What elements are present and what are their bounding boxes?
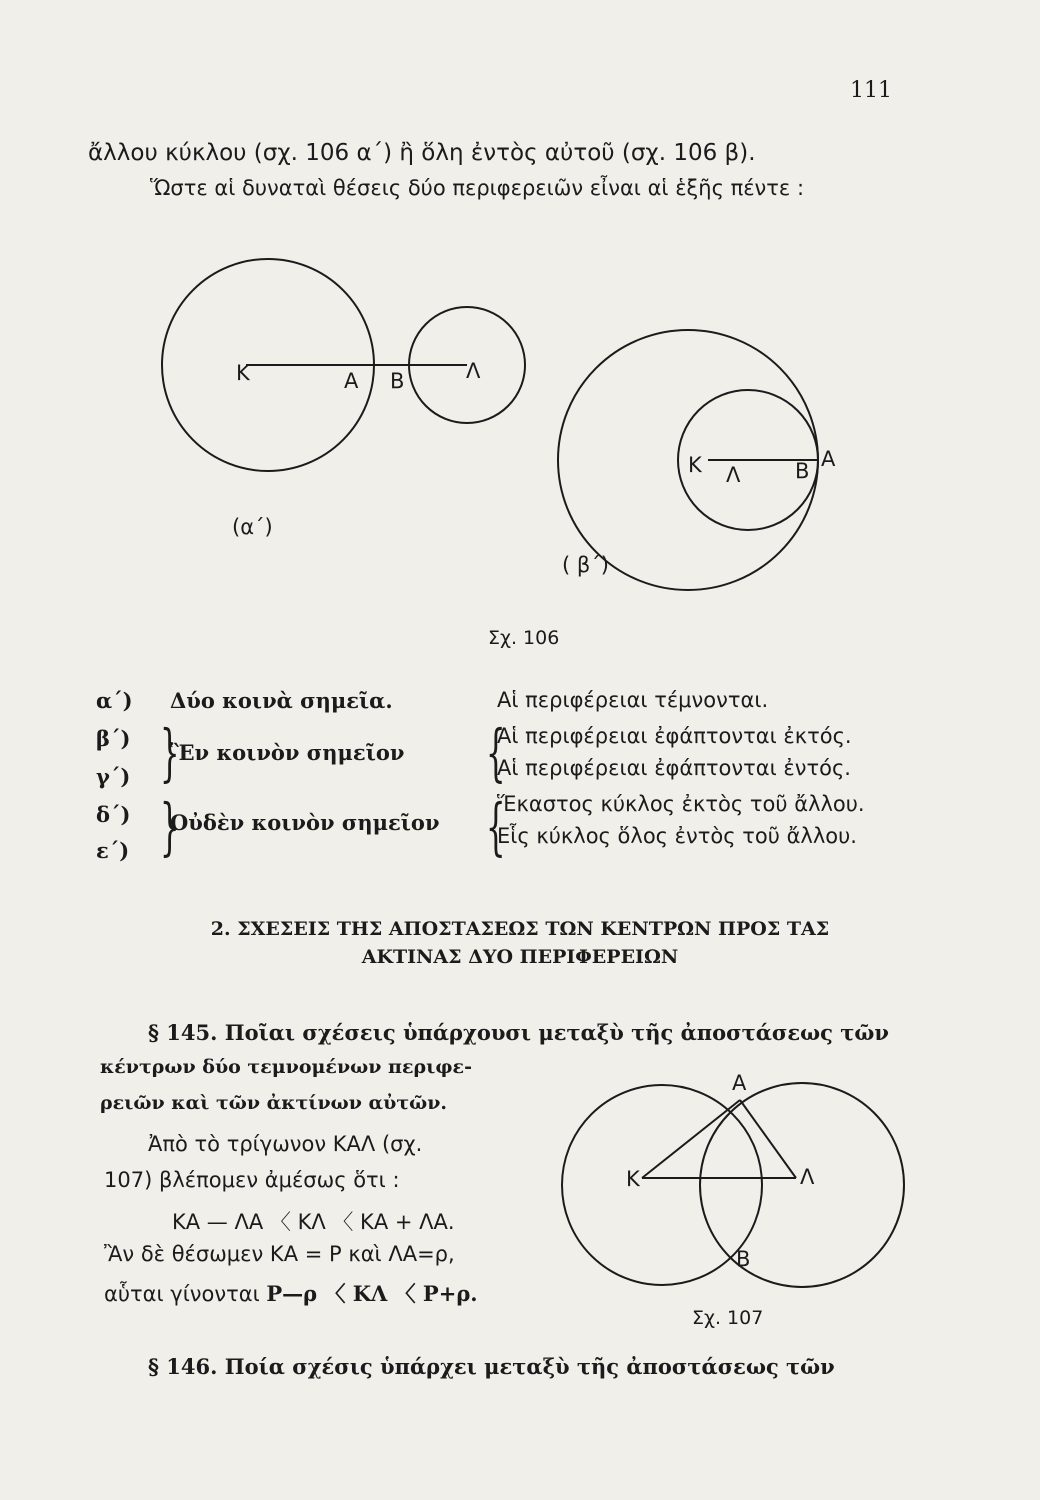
fig106b-label-a: Α [821, 447, 836, 471]
fig107-label-a: Α [732, 1071, 747, 1095]
fig106b-label-l: Λ [726, 463, 741, 487]
fig106b-label-b: Β [795, 459, 810, 483]
case-d-result: Ἕκαστος κύκλος ἐκτὸς τοῦ ἄλλου. [497, 792, 865, 816]
case-de-text: Οὐδὲν κοινὸν σημεῖον [170, 810, 440, 835]
case-e-result: Εἷς κύκλος ὅλος ἐντὸς τοῦ ἄλλου. [497, 824, 857, 848]
s145-line-2: κέντρων δύο τεμνομένων περιφε- [100, 1056, 472, 1078]
fig106b-label-k: Κ [688, 453, 702, 477]
section-2-title-line-1: 2. ΣΧΕΣΕΙΣ ΤΗΣ ΑΠΟΣΤΑΣΕΩΣ ΤΩΝ ΚΕΝΤΡΩΝ ΠΡΟΣ ΤΑΣ [210, 918, 830, 940]
fig107-label-k: Κ [626, 1167, 640, 1191]
s145-line-8-formula: Ρ—ρ 〈 ΚΛ 〈 Ρ+ρ. [266, 1281, 478, 1306]
case-a-label: α΄) [96, 688, 133, 713]
fig106b-caption: ( β΄) [562, 553, 609, 577]
fig106a-label-a: Α [344, 369, 359, 393]
fig107-label-b: Β [736, 1247, 751, 1271]
brace-de-left: } [159, 790, 180, 863]
s145-line-8 [104, 1278, 478, 1308]
intro-line-2: Ὥστε αἱ δυναταὶ θέσεις δύο περιφερειῶν εἶναι αἱ ἑξῆς πέντε : [150, 176, 805, 200]
s145-line-7: Ἂν δὲ θέσωμεν ΚΑ = Ρ καὶ ΛΑ=ρ, [104, 1242, 455, 1266]
case-g-result: Αἱ περιφέρειαι ἐφάπτονται ἐντός. [497, 756, 851, 780]
case-d-label: δ΄) [96, 802, 131, 827]
fig106-caption: Σχ. 106 [488, 627, 560, 649]
page-number: 111 [850, 78, 892, 103]
s145-line-8-pre: αὗται γίνονται [104, 1282, 260, 1306]
figure-106 [0, 0, 1040, 680]
s145-line-3: ρειῶν καὶ τῶν ἀκτίνων αὐτῶν. [100, 1092, 448, 1114]
fig106a-caption: (α΄) [232, 515, 273, 539]
fig106a-label-b: Β [390, 369, 405, 393]
brace-de-right: { [485, 790, 506, 863]
s146-line-1: § 146. Ποία σχέσις ὑπάρχει μεταξὺ τῆς ἀποστάσεως τῶν [148, 1354, 835, 1379]
section-2-title-line-2: ΑΚΤΙΝΑΣ ΔΥΟ ΠΕΡΙΦΕΡΕΙΩΝ [361, 946, 679, 968]
fig107-circle-k [562, 1085, 762, 1285]
figure-107 [520, 1060, 940, 1340]
fig106a-label-k: Κ [236, 361, 250, 385]
fig107-caption: Σχ. 107 [692, 1307, 764, 1329]
fig107-segment-ka [642, 1100, 740, 1178]
brace-bg-left: } [159, 716, 180, 789]
case-g-label: γ΄) [96, 764, 131, 789]
s145-line-1: § 145. Ποῖαι σχέσεις ὑπάρχουσι μεταξὺ τῆς ἀποστάσεως τῶν [148, 1020, 889, 1045]
fig107-label-l: Λ [800, 1165, 815, 1189]
fig107-segment-la [740, 1100, 796, 1178]
s145-line-4: Ἀπὸ τὸ τρίγωνον ΚΑΛ (σχ. [148, 1132, 423, 1156]
case-b-result: Αἱ περιφέρειαι ἐφάπτονται ἐκτός. [497, 724, 852, 748]
s145-inequality: ΚΑ — ΛΑ 〈 ΚΛ 〈 ΚΑ + ΛΑ. [172, 1210, 455, 1234]
case-bg-text: Ἓν κοινὸν σημεῖον [170, 740, 405, 765]
case-a-text: Δύο κοινὰ σημεῖα. [170, 688, 393, 713]
case-b-label: β΄) [96, 726, 131, 751]
intro-line-1: ἄλλου κύκλου (σχ. 106 α΄) ἢ ὅλη ἐντὸς αὐτοῦ (σχ. 106 β). [88, 140, 756, 166]
fig106a-label-l: Λ [466, 359, 481, 383]
case-e-label: ε΄) [96, 838, 130, 863]
brace-bg-right: { [485, 716, 506, 789]
case-a-result: Αἱ περιφέρειαι τέμνονται. [497, 688, 769, 712]
s145-line-5: 107) βλέπομεν ἀμέσως ὅτι : [104, 1168, 400, 1192]
